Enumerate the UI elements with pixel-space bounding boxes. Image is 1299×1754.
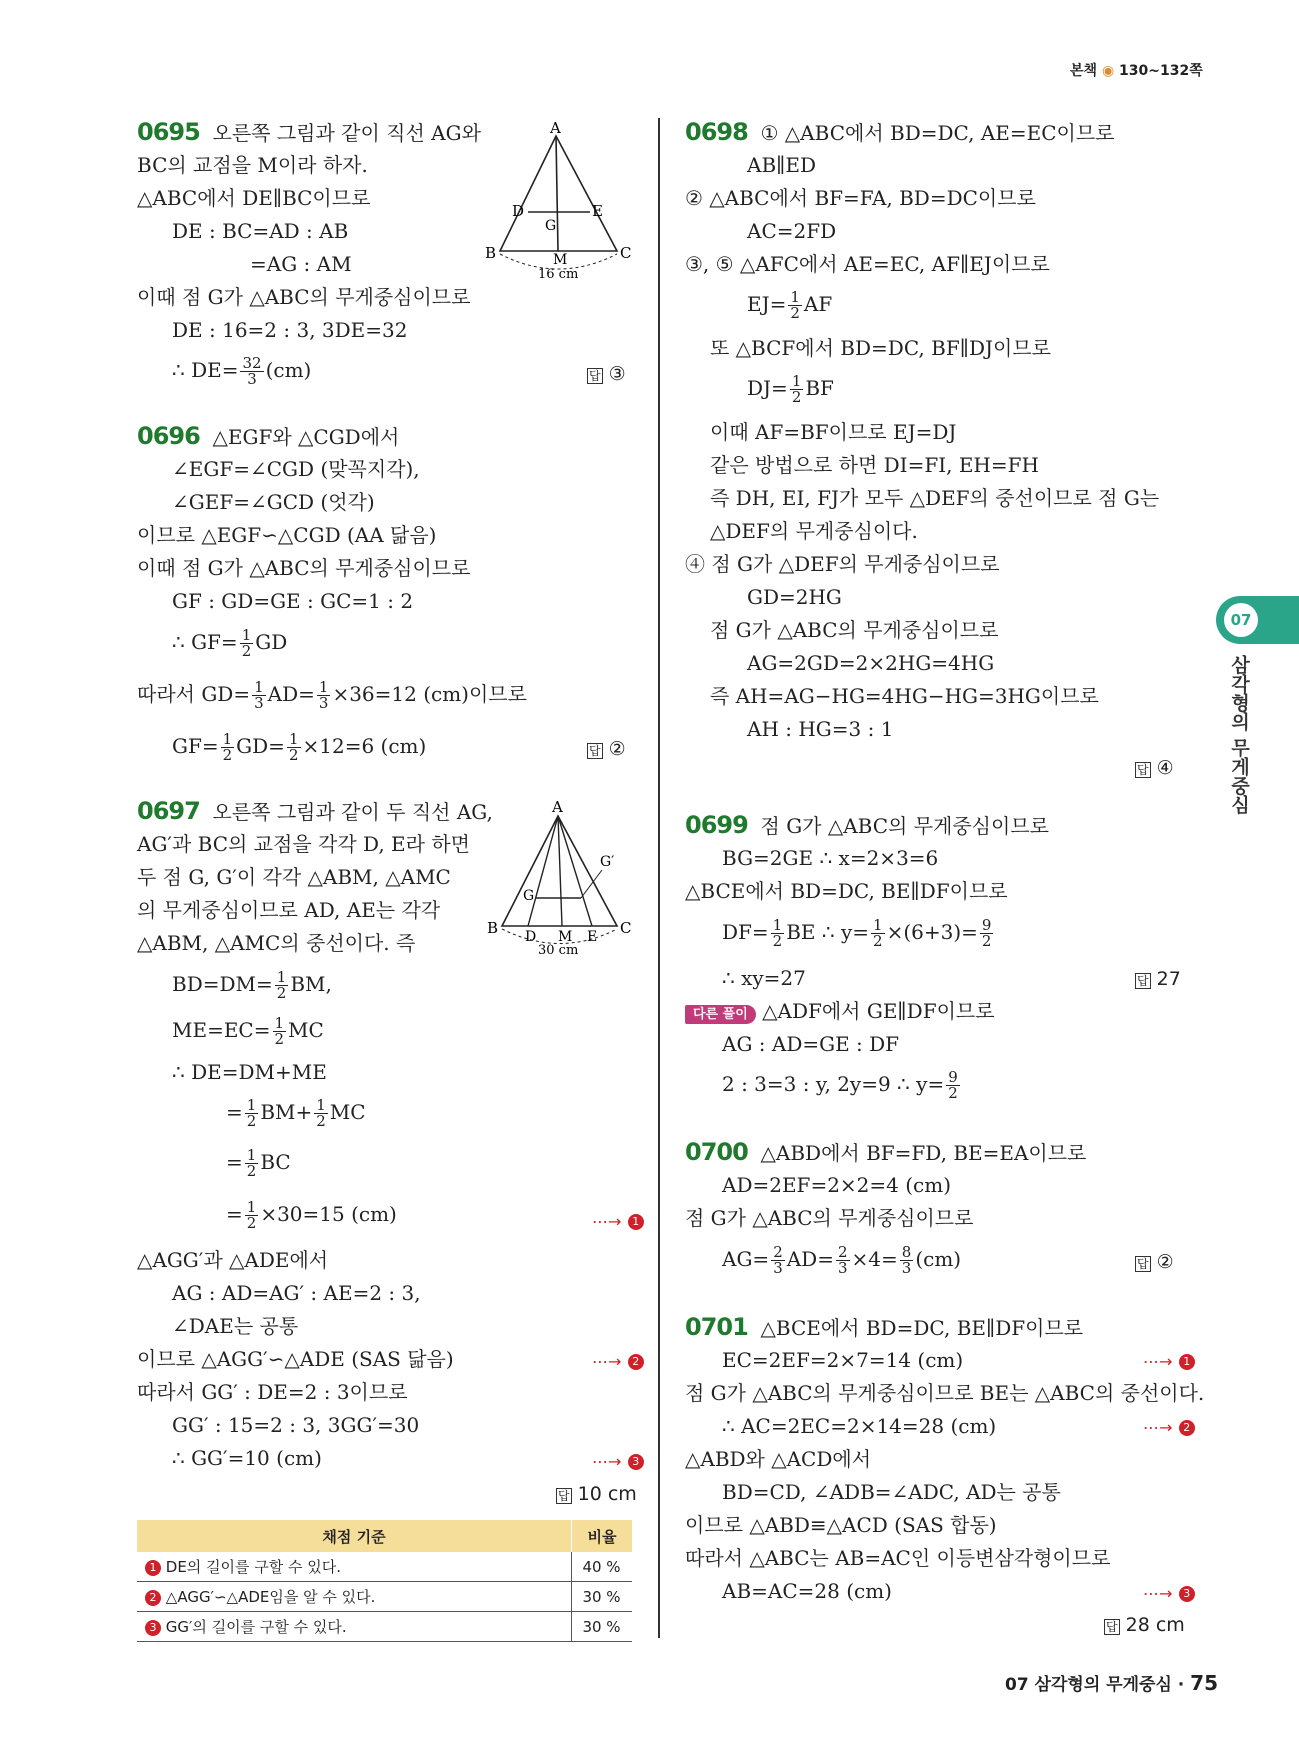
problem-number: 0697 [137, 797, 200, 825]
ratio: 30 % [572, 1612, 633, 1642]
text-line: BD=CD, ∠ADB=∠ADC, AD는 공통 [722, 1480, 1061, 1504]
numerator: 9 [981, 916, 992, 934]
text-line: △ABM, △AMC의 중선이다. 즉 [137, 931, 416, 955]
text-line: 즉 DH, EI, FJ가 모두 △DEF의 중선이므로 점 G는 [710, 486, 1160, 510]
answer-value: 28 cm [1125, 1614, 1185, 1636]
problem-number: 0695 [137, 118, 200, 146]
answer [1135, 965, 1181, 995]
answer-icon: 답 [558, 1489, 570, 1503]
book-label: 본책 [1070, 63, 1098, 79]
formula-part: AD= [786, 1247, 834, 1271]
numerator: 1 [873, 916, 883, 934]
answer [1135, 1248, 1174, 1278]
fraction [245, 1200, 259, 1231]
numerator: 1 [318, 678, 329, 696]
chapter-tab-title: 삼각형의 무게중심 [1228, 655, 1250, 814]
step-number: 1 [145, 1560, 161, 1576]
formula-line [226, 1098, 366, 1129]
denominator: 2 [791, 388, 802, 406]
text-line: △AGG′과 △ADE에서 [137, 1248, 329, 1272]
arrow: ⋯→ [1143, 1418, 1173, 1437]
ratio: 40 % [572, 1552, 633, 1582]
answer-icon: 답 [1137, 974, 1149, 988]
text-line: 또 △BCF에서 BD=DC, BF∥DJ이므로 [710, 336, 1051, 360]
answer [556, 1480, 637, 1510]
answer [587, 360, 626, 390]
formula-part: ×4= [851, 1247, 898, 1271]
problem-number: 0698 [685, 118, 748, 146]
denominator: 2 [274, 1030, 285, 1048]
denominator: 2 [873, 932, 883, 950]
label-B: B [487, 919, 499, 937]
criterion: △AGG′∽△ADE임을 알 수 있다. [165, 1588, 376, 1606]
arrow: ⋯→ [592, 1352, 622, 1371]
formula-part: = [226, 1202, 243, 1226]
text-line: △BCE에서 BD=DC, BE∥DF이므로 [685, 879, 1008, 903]
text-line: =AG : AM [250, 252, 352, 276]
page-number: 75 [1190, 1671, 1219, 1695]
text-line: △DEF의 무게중심이다. [710, 519, 918, 543]
column-header: 비율 [572, 1520, 633, 1552]
numerator: 2 [837, 1243, 848, 1261]
numerator: 1 [316, 1096, 326, 1114]
denominator: 2 [222, 746, 233, 764]
text-line: ∴ AC=2EC=2×14=28 (cm) [722, 1414, 997, 1438]
formula-part: BM, [290, 972, 332, 996]
text-line: BC의 교점을 M이라 하자. [137, 153, 368, 177]
text-line: 이므로 △ABD≡△ACD (SAS 합동) [685, 1513, 997, 1537]
numerator: 1 [791, 372, 802, 390]
step-number: 1 [1179, 1354, 1195, 1370]
answer-icon: 답 [1137, 763, 1149, 777]
formula-line [172, 628, 287, 659]
fraction [788, 290, 802, 321]
text-line: ∠GEF=∠GCD (엇각) [172, 490, 375, 514]
text-line: 이때 점 G가 △ABC의 무게중심이므로 [137, 285, 471, 309]
label-E: E [592, 202, 603, 220]
text-line: AG : AD=AG′ : AE=2 : 3, [172, 1281, 421, 1305]
label-D: D [525, 929, 537, 945]
text-line: 같은 방법으로 하면 DI=FI, EH=FH [710, 453, 1039, 477]
text-line: GG′ : 15=2 : 3, 3GG′=30 [172, 1413, 420, 1437]
denominator: 2 [772, 932, 783, 950]
formula-part: 따라서 GD= [137, 682, 251, 706]
formula-line [137, 680, 527, 711]
formula-line [747, 374, 834, 405]
step-marker-3 [592, 1446, 644, 1476]
table-row [137, 1552, 632, 1582]
label-M: M [558, 929, 573, 945]
label-D: D [512, 202, 525, 220]
fraction [252, 680, 266, 711]
numerator: 1 [772, 916, 783, 934]
triangle-figure-0695 [480, 118, 640, 288]
formula-part: BE ∴ y= [786, 920, 870, 944]
fraction [771, 918, 785, 949]
denominator: 3 [318, 694, 329, 712]
step-marker-3 [1143, 1578, 1195, 1608]
text-line: 두 점 G, G′이 각각 △ABM, △AMC [137, 865, 451, 889]
formula-part: GD [255, 630, 288, 654]
numerator: 1 [276, 968, 287, 986]
numerator: 1 [222, 730, 233, 748]
label-A: A [550, 119, 561, 137]
numerator: 9 [948, 1068, 958, 1086]
denominator: 2 [246, 1214, 257, 1232]
denominator: 3 [901, 1259, 912, 1277]
text-line: ∴ xy=27 [722, 966, 806, 990]
step-number: 3 [628, 1454, 644, 1470]
text-line: 오른쪽 그림과 같이 직선 AG와 [212, 121, 481, 145]
criterion: GG′의 길이를 구할 수 있다. [165, 1618, 347, 1636]
text-line: △ABD와 △ACD에서 [685, 1447, 872, 1471]
column-header: 채점 기준 [137, 1520, 572, 1552]
text-line: AG=2GD=2×2HG=4HG [747, 651, 995, 675]
fraction [240, 628, 254, 659]
answer-value: ③ [608, 363, 626, 385]
text-line: ③, ⑤ △AFC에서 AE=EC, AF∥EJ이므로 [685, 252, 1050, 276]
fraction [287, 732, 301, 763]
answer-value: 27 [1156, 968, 1181, 990]
denominator: 2 [316, 1112, 326, 1130]
page-footer: 07 삼각형의 무게중심 · 75 [1005, 1671, 1219, 1695]
formula-part: BM+ [260, 1100, 313, 1124]
formula-part: (cm) [915, 1247, 962, 1271]
numerator: 1 [254, 678, 264, 696]
formula-line [172, 732, 426, 763]
denominator: 2 [246, 1162, 257, 1180]
denominator: 2 [948, 1084, 958, 1102]
arrow: ⋯→ [1143, 1352, 1173, 1371]
text-line: ④ 점 G가 △DEF의 무게중심이므로 [685, 552, 1000, 576]
text-line: ① △ABC에서 BD=DC, AE=EC이므로 [760, 121, 1115, 145]
text-line: △BCE에서 BD=DC, BE∥DF이므로 [760, 1316, 1084, 1340]
step-number: 2 [145, 1590, 161, 1606]
text-line: DE : 16=2 : 3, 3DE=32 [172, 318, 408, 342]
fraction [275, 970, 289, 1001]
arrow: ⋯→ [592, 1212, 622, 1231]
formula-part: GD= [236, 734, 285, 758]
answer [1135, 754, 1174, 784]
formula-part: EJ= [747, 292, 787, 316]
fraction [317, 680, 331, 711]
fraction [836, 1245, 850, 1276]
label-M: M [553, 252, 568, 268]
table-row [137, 1582, 632, 1612]
text-line: 오른쪽 그림과 같이 두 직선 AG, [212, 800, 493, 824]
formula-part: AG= [722, 1247, 770, 1271]
formula-part: BF [805, 376, 834, 400]
formula-part: ×30=15 (cm) [260, 1202, 397, 1226]
formula-part: AF [803, 292, 833, 316]
numerator: 1 [246, 1146, 257, 1164]
formula-part: MC [329, 1100, 366, 1124]
answer [587, 735, 626, 765]
numerator: 1 [246, 1096, 257, 1114]
problem-number: 0701 [685, 1313, 748, 1341]
fraction [771, 1245, 785, 1276]
formula-part: AD= [267, 682, 315, 706]
arrow: ⋯→ [592, 1452, 622, 1471]
text-line: 즉 AH=AG−HG=4HG−HG=3HG이므로 [710, 684, 1099, 708]
answer-icon: 답 [1137, 1257, 1149, 1271]
label-A: A [552, 798, 563, 816]
text-line: △ABD에서 BF=FD, BE=EA이므로 [760, 1141, 1087, 1165]
step-marker-1 [592, 1206, 644, 1236]
arrow: ⋯→ [1143, 1584, 1173, 1603]
problem-number: 0699 [685, 811, 748, 839]
text-line: AB=AC=28 (cm) [722, 1579, 892, 1603]
step-marker-1 [1143, 1346, 1195, 1376]
text-line: △ADF에서 GE∥DF이므로 [762, 999, 995, 1023]
fraction [871, 918, 885, 949]
formula-line [172, 1016, 324, 1047]
formula-line [722, 1070, 962, 1101]
formula-part: 2 : 3=3 : y, 2y=9 ∴ y= [722, 1072, 945, 1096]
text-line: DE : BC=AD : AB [172, 219, 349, 243]
label-length: 16 cm [538, 267, 579, 282]
text-line: 점 G가 △ABC의 무게중심이므로 [760, 814, 1049, 838]
page-range: 130~132쪽 [1119, 63, 1203, 79]
triangle-figure-0697 [480, 798, 640, 968]
text-line: ∴ GG′=10 (cm) [172, 1446, 322, 1470]
label-length: 30 cm [538, 943, 579, 958]
text-line: 따라서 △ABC는 AB=AC인 이등변삼각형이므로 [685, 1546, 1111, 1570]
denominator: 2 [276, 984, 287, 1002]
numerator: 32 [242, 354, 262, 372]
answer-value: ④ [1156, 757, 1174, 779]
text-line: 의 무게중심이므로 AD, AE는 각각 [137, 898, 441, 922]
formula-part: ×12=6 (cm) [302, 734, 427, 758]
formula-line [226, 1200, 397, 1231]
numerator: 1 [288, 730, 299, 748]
chapter-tab-number: 07 [1224, 603, 1258, 637]
column-divider [658, 118, 660, 1638]
denominator: 2 [981, 932, 992, 950]
denominator: 3 [837, 1259, 848, 1277]
text-line: 점 G가 △ABC의 무게중심이므로 [685, 1206, 974, 1230]
label-G: G [523, 888, 535, 904]
text-line: 이므로 △AGG′∽△ADE (SAS 닮음) [137, 1347, 454, 1371]
text-line: GD=2HG [747, 585, 842, 609]
answer-value: ② [1156, 1251, 1174, 1273]
ratio: 30 % [572, 1582, 633, 1612]
fraction [273, 1016, 287, 1047]
text-line: EC=2EF=2×7=14 (cm) [722, 1348, 964, 1372]
table-row [137, 1612, 632, 1642]
fraction [240, 356, 263, 387]
denominator: 3 [247, 370, 257, 388]
numerator: 8 [901, 1243, 912, 1261]
fraction [980, 918, 994, 949]
formula-part: = [226, 1150, 243, 1174]
text-line: AC=2FD [747, 219, 837, 243]
denominator: 2 [790, 304, 800, 322]
formula-part: ∴ GF= [172, 630, 238, 654]
text-line: 이때 점 G가 △ABC의 무게중심이므로 [137, 556, 471, 580]
table-header-row [137, 1520, 632, 1552]
numerator: 1 [274, 1014, 285, 1032]
text-line: 따라서 GG′ : DE=2 : 3이므로 [137, 1380, 408, 1404]
numerator: 1 [790, 288, 800, 306]
label-E: E [587, 929, 598, 945]
text-line: ∴ DE=DM+ME [172, 1060, 327, 1084]
formula-line [172, 356, 311, 387]
formula-part: ×(6+3)= [886, 920, 978, 944]
answer-value: 10 cm [577, 1483, 637, 1505]
formula-part: BD=DM= [172, 972, 273, 996]
text-line: AD=2EF=2×2=4 (cm) [722, 1173, 952, 1197]
step-number: 3 [145, 1620, 161, 1636]
denominator: 2 [246, 1112, 257, 1130]
alt-solution-badge: 다른 풀이 [685, 1005, 756, 1024]
formula-part: ME=EC= [172, 1018, 271, 1042]
criterion: DE의 길이를 구할 수 있다. [165, 1558, 342, 1576]
formula-part: (cm) [265, 358, 312, 382]
footer-chapter: 07 삼각형의 무게중심 [1005, 1675, 1172, 1695]
fraction [790, 374, 804, 405]
numerator: 2 [773, 1243, 783, 1261]
answer-icon: 답 [589, 369, 601, 383]
formula-line [172, 970, 332, 1001]
fraction [221, 732, 235, 763]
text-line: △ABC에서 DE∥BC이므로 [137, 186, 371, 210]
text-line: ∠DAE는 공통 [172, 1314, 299, 1338]
formula-part: BC [260, 1150, 291, 1174]
formula-line [747, 290, 832, 321]
step-number: 1 [628, 1214, 644, 1230]
fraction [314, 1098, 328, 1129]
formula-line [226, 1148, 291, 1179]
fraction [245, 1098, 259, 1129]
formula-part: GF= [172, 734, 219, 758]
page-header [1070, 60, 1203, 80]
label-C: C [620, 244, 632, 262]
formula-line [722, 1245, 961, 1276]
text-line: ② △ABC에서 BF=FA, BD=DC이므로 [685, 186, 1036, 210]
answer-value: ② [608, 738, 626, 760]
label-C: C [620, 919, 632, 937]
denominator: 3 [254, 694, 264, 712]
denominator: 2 [241, 642, 252, 660]
alt-solution-line [685, 997, 995, 1029]
formula-part: ×36=12 (cm)이므로 [332, 682, 527, 706]
text-line: AB∥ED [747, 153, 817, 177]
fraction [946, 1070, 960, 1101]
denominator: 3 [773, 1259, 783, 1277]
answer [1104, 1611, 1185, 1641]
fraction [245, 1148, 259, 1179]
text-line: 이므로 △EGF∽△CGD (AA 닮음) [137, 523, 437, 547]
step-number: 3 [1179, 1586, 1195, 1602]
scoring-table [137, 1520, 632, 1642]
fraction [900, 1245, 914, 1276]
formula-part: DJ= [747, 376, 788, 400]
formula-part: ∴ DE= [172, 358, 239, 382]
text-line: AG : AD=GE : DF [722, 1032, 900, 1056]
formula-part: = [226, 1100, 243, 1124]
problem-number: 0696 [137, 422, 200, 450]
answer-icon: 답 [589, 744, 601, 758]
formula-part: MC [288, 1018, 324, 1042]
step-marker-2 [1143, 1412, 1195, 1442]
step-marker-2 [592, 1346, 644, 1376]
label-B: B [485, 244, 497, 262]
text-line: AH : HG=3 : 1 [747, 717, 894, 741]
formula-line [722, 918, 995, 949]
text-line: ∠EGF=∠CGD (맞꼭지각), [172, 457, 420, 481]
text-line: 이때 AF=BF이므로 EJ=DJ [710, 420, 957, 444]
answer-icon: 답 [1106, 1620, 1118, 1634]
numerator: 1 [246, 1198, 257, 1216]
bullet-icon: ◉ [1101, 63, 1115, 79]
text-line: △EGF와 △CGD에서 [212, 425, 400, 449]
text-line: GF : GD=GE : GC=1 : 2 [172, 589, 414, 613]
text-line: AG′과 BC의 교점을 각각 D, E라 하면 [137, 832, 470, 856]
step-number: 2 [628, 1354, 644, 1370]
text-line: BG=2GE ∴ x=2×3=6 [722, 846, 939, 870]
text-line: 점 G가 △ABC의 무게중심이므로 BE는 △ABC의 중선이다. [685, 1381, 1205, 1405]
denominator: 2 [288, 746, 299, 764]
label-G-prime: G′ [600, 854, 615, 870]
numerator: 1 [241, 626, 252, 644]
label-G: G [545, 218, 557, 234]
problem-number: 0700 [685, 1138, 748, 1166]
formula-part: DF= [722, 920, 769, 944]
step-number: 2 [1179, 1420, 1195, 1436]
text-line: 점 G가 △ABC의 무게중심이므로 [710, 618, 999, 642]
